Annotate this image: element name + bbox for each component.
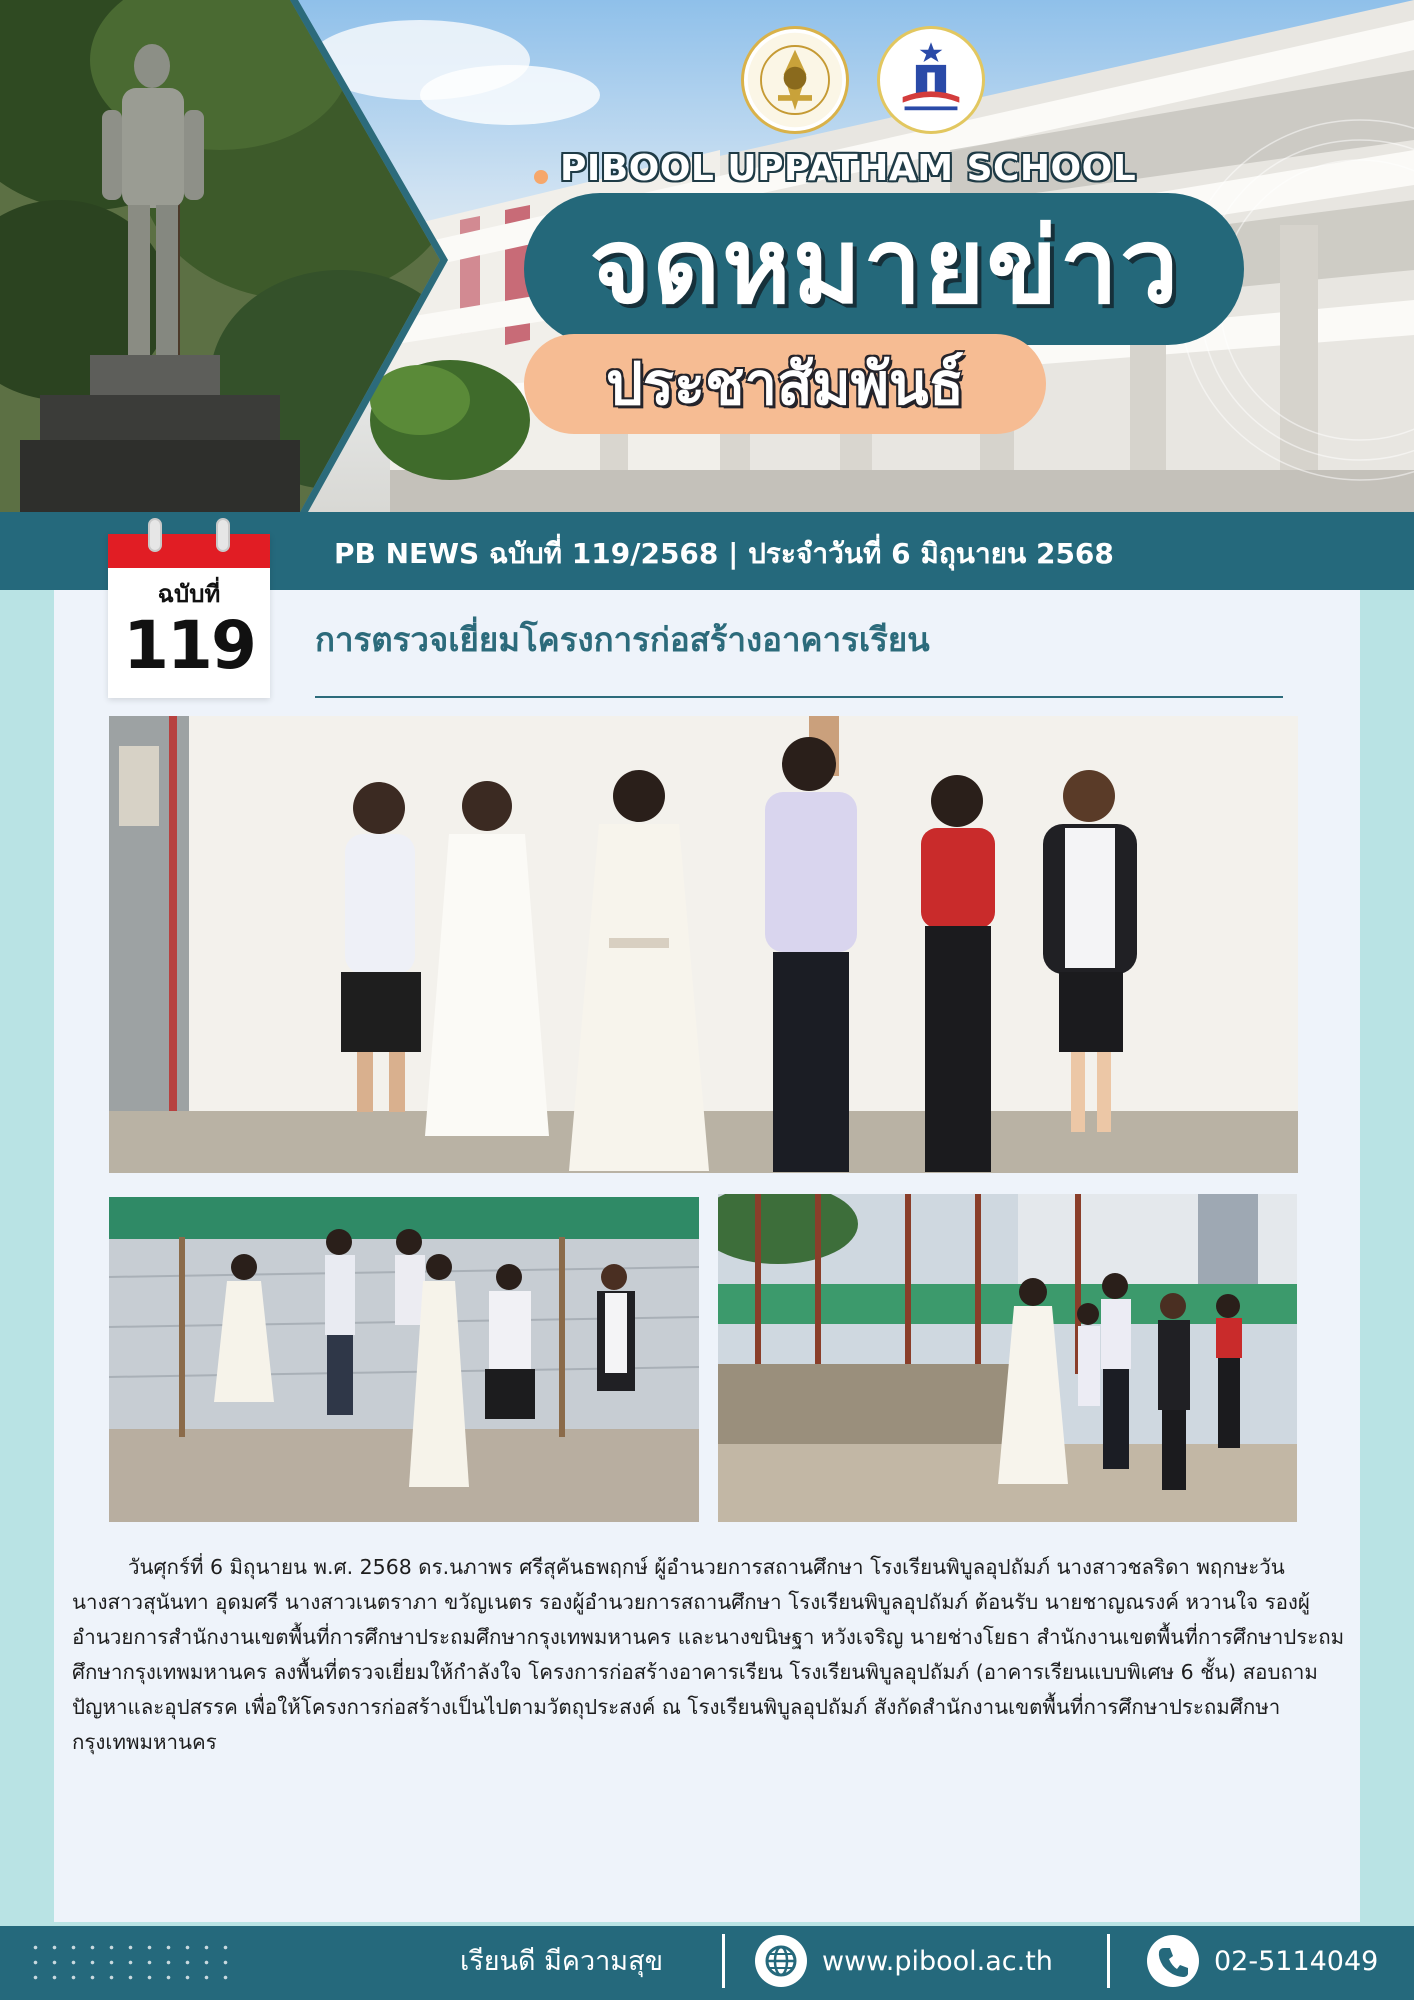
quality-school-logo (877, 26, 985, 134)
issue-calendar-badge (108, 534, 270, 698)
newsletter-title: จดหมายข่าว (589, 205, 1181, 327)
globe-icon (755, 1935, 807, 1987)
school-crest-logo (741, 26, 849, 134)
issue-number: 119 (123, 607, 255, 684)
group-photo (109, 716, 1298, 1173)
school-name: PIBOOL UPPATHAM SCHOOL (560, 148, 1137, 189)
calendar-ring (216, 518, 230, 552)
footer-divider (1107, 1934, 1110, 1988)
decorative-dots (26, 1940, 236, 1986)
phone-icon (1147, 1935, 1199, 1987)
article-body (72, 1550, 1352, 1760)
footer-phone-number[interactable]: 02-5114049 (1214, 1946, 1379, 1977)
issue-label: ฉบับที่ (157, 580, 221, 608)
decorative-dot (534, 170, 548, 184)
footer-divider (722, 1934, 725, 1988)
site-visit-photo-right (718, 1194, 1297, 1522)
headline-divider (315, 696, 1283, 698)
article-paragraph: วันศุกร์ที่ 6 มิถุนายน พ.ศ. 2568 ดร.นภาพร ศรีสุคันธพฤกษ์ ผู้อำนวยการสถานศึกษา โรงเรียนพิบูลอุปถัมภ์ นางสาวชลริดา พฤกษะวัน นางสาวสุนันทา อุดมศรี นางสาวเนตราภา ขวัญเนตร รองผู้อำนวยการสถานศึกษา โรงเรียนพิบูลอุปถัมภ์ ต้อนรับ นายชาญณรงค์ หวานใจ รองผู้อำนวยการสำนักงานเขตพื้นที่การศึกษาประถมศึกษากรุงเทพมหานคร และนางขนิษฐา หวังเจริญ นายช่างโยธา สำนักงานเขตพื้นที่การศึกษาประถมศึกษากรุงเทพมหานคร ลงพื้นที่ตรวจเยี่ยมให้กำลังใจ โครงการก่อสร้างอาคารเรียน โรงเรียนพิบูลอุปถัมภ์ (อาคารเรียนแบบพิเศษ 6 ชั้น) สอบถามปัญหาและอุปสรรค เพื่อให้โครงการก่อสร้างเป็นไปตามวัตถุประสงค์ ณ โรงเรียนพิบูลอุปถัมภ์ สังกัดสำนักงานเขตพื้นที่การศึกษาประถมศึกษากรุงเทพมหานคร (72, 1555, 1345, 1754)
footer-website-link[interactable]: www.pibool.ac.th (822, 1946, 1053, 1977)
footer-motto: เรียนดี มีความสุข (460, 1946, 664, 1977)
calendar-ring (148, 518, 162, 552)
article-headline: การตรวจเยี่ยมโครงการก่อสร้างอาคารเรียน (315, 620, 930, 659)
newsletter-subtitle: ประชาสัมพันธ์ (606, 350, 964, 418)
site-visit-photo-left (109, 1197, 699, 1522)
issue-banner-text: PB NEWS ฉบับที่ 119/2568 | ประจำวันที่ 6 มิถุนายน 2568 (334, 537, 1114, 570)
calendar-header (108, 534, 270, 568)
